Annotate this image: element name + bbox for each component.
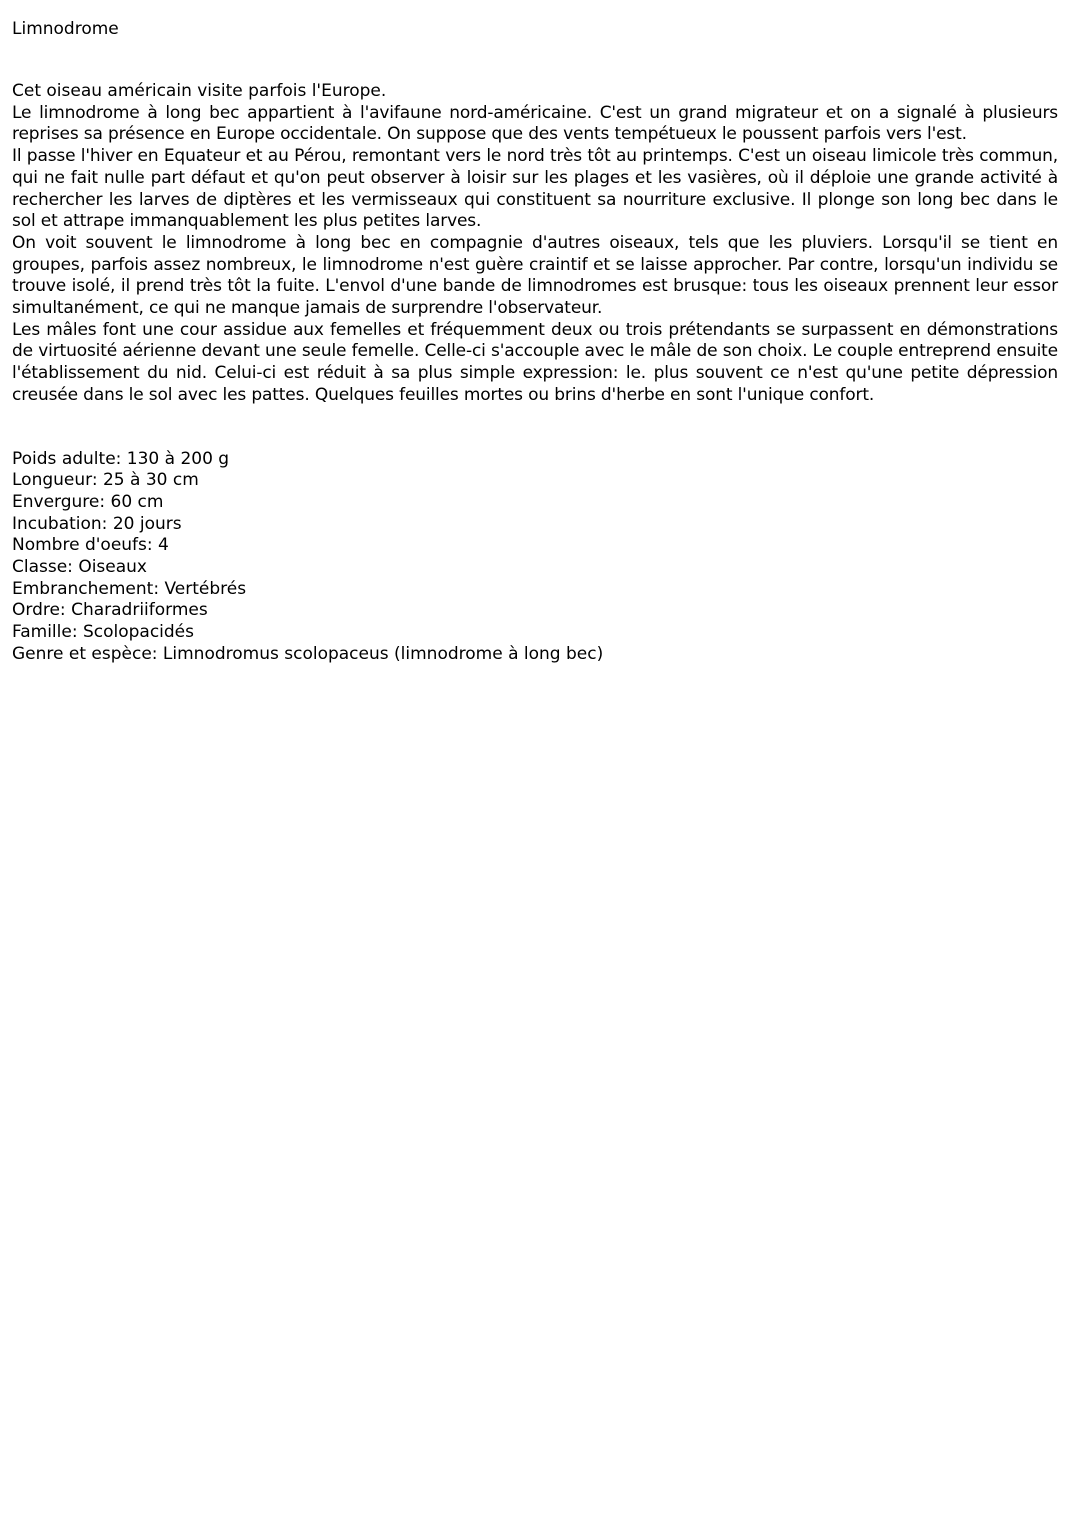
fact-phylum: Embranchement: Vertébrés <box>12 578 247 599</box>
fact-wingspan: Envergure: 60 cm <box>12 491 164 512</box>
fact-length: Longueur: 25 à 30 cm <box>12 470 199 491</box>
fact-incubation: Incubation: 20 jours <box>12 513 182 534</box>
intro-sentence: Cet oiseau américain visite parfois l'Europe. <box>12 81 387 101</box>
body-text <box>12 103 1058 407</box>
fact-genus-species: Genre et espèce: Limnodromus scolopaceus (limnodrome à long bec) <box>12 643 604 664</box>
fact-order: Ordre: Charadriiformes <box>12 600 208 621</box>
document-page <box>12 19 1058 665</box>
fact-class: Classe: Oiseaux <box>12 556 147 577</box>
fact-weight: Poids adulte: 130 à 200 g <box>12 448 230 469</box>
document-title: Limnodrome <box>12 19 119 39</box>
paragraph-migration: Le limnodrome à long bec appartient à l'avifaune nord-américaine. C'est un grand migrateur et on a signalé à plusieurs reprises sa présence en Europe occidentale. On suppose que des vents tempétueux le poussent parfois vers l'est. <box>12 102 1058 145</box>
paragraph-wintering-feeding: Il passe l'hiver en Equateur et au Pérou, remontant vers le nord très tôt au printemps. C'est un oiseau limicole très commun, qui ne fait nulle part défaut et qu'on peut observer à loisir sur les plages et les vasières, où il déploie une grande activité à rechercher les larves de diptères et les vermisseaux qui constituent sa nourriture exclusive. Il plonge son long bec dans le sol et attrape immanquablement les plus petites larves. <box>12 146 1058 232</box>
fact-family: Famille: Scolopacidés <box>12 622 195 643</box>
fact-sheet <box>12 449 1058 666</box>
fact-egg-count: Nombre d'oeufs: 4 <box>12 535 169 556</box>
paragraph-behaviour: On voit souvent le limnodrome à long bec en compagnie d'autres oiseaux, tels que les pluviers. Lorsqu'il se tient en groupes, parfois assez nombreux, le limnodrome n'est guère craintif et se laisse approcher. Par contre, lorsqu'un individu se trouve isolé, il prend très tôt la fuite. L'envol d'une bande de limnodromes est brusque: tous les oiseaux prennent leur essor simultanément, ce qui ne manque jamais de surprendre l'observateur. <box>12 232 1058 319</box>
paragraph-courtship-nesting: Les mâles font une cour assidue aux femelles et fréquemment deux ou trois prétendants se surpassent en démonstrations de virtuosité aérienne devant une seule femelle. Celle-ci s'accouple avec le mâle de son choix. Le couple entreprend ensuite l'établissement du nid. Celui-ci est réduit à sa plus simple expression: le. plus souvent ce n'est qu'une petite dépression creusée dans le sol avec les pattes. Quelques feuilles mortes ou brins d'herbe en sont l'unique confort. <box>12 319 1058 405</box>
